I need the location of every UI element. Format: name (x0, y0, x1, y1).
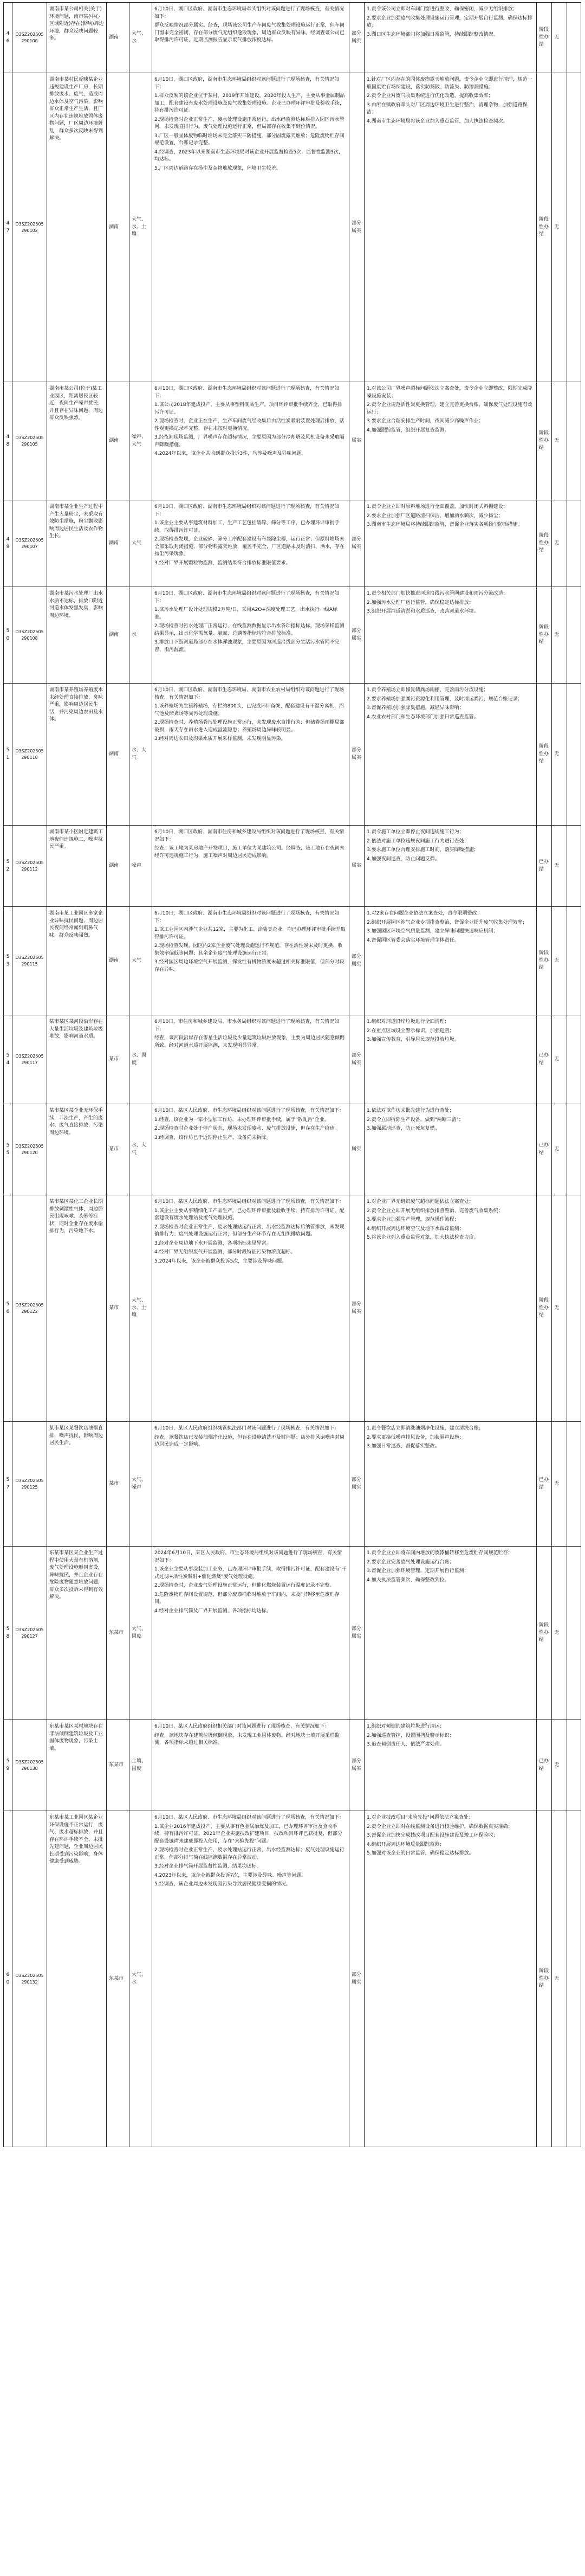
investigation-findings (152, 1104, 349, 1195)
completion-status: 已办结 (537, 1720, 552, 1811)
complaint-content: 某市某区某化工企业长期排放刺激性气体，周边居民出现咳嗽、头晕等症状，同时企业存在废水偷排行为，污染地下水。 (47, 1195, 107, 1422)
pollution-type: 水、大气 (129, 684, 152, 826)
row-number: 53 (4, 907, 12, 1015)
table-row (4, 73, 581, 382)
investigation-findings-line: 2.现场检查时企业正常生产，废水处理设施正常运行，出水经监测达标后排入园区污水管网，未发现直排行为。废气处理设施运行正常，但局部存在收集不到位情况。 (154, 117, 344, 130)
investigation-findings-line: 6月10日，湖口区政府、湖南市生态环境局组织对该问题进行了现场核查，有关情况如下： (154, 386, 340, 399)
verdict: 部分属实 (349, 500, 365, 587)
complaint-content: 湖南市某企业生产过程中产生大量粉尘，未采取有效防尘措施，粉尘飘散影响周边居民生活及农作物生长。 (47, 500, 107, 587)
pollution-type: 大气 (129, 907, 152, 1015)
remarks (567, 500, 581, 587)
investigation-findings-line: 4.经对企业排气筒及厂界开展监测，各项指标均达标。 (154, 1608, 271, 1614)
investigation-findings (152, 826, 349, 907)
completion-status: 已办结 (537, 1422, 552, 1547)
remarks (567, 1195, 581, 1422)
table-row (4, 1547, 581, 1720)
complaint-code: D3SZ202505290127 (12, 1547, 47, 1720)
report-sheet (3, 2, 581, 2147)
row-number: 58 (4, 1547, 12, 1720)
investigation-findings (152, 1720, 349, 1811)
pollution-type: 水、大气 (129, 1104, 152, 1195)
verdict: 部分属实 (349, 3, 365, 73)
investigation-findings-line: 2.现场检查时企业正常生产，废水处理站运行正常，出水经监测达标；废气处理设施运行正常，但部分排气筒在线监测数据存在异常波动。 (154, 1847, 344, 1860)
investigation-findings-line: 2.现场检查发现，园区内2家企业废气处理设施运行不规范，存在活性炭未及时更换、收集效率偏低等问题；其余企业废气处理设施运行正常。 (154, 943, 343, 956)
remarks (567, 1547, 581, 1720)
investigation-findings-line: 6月10日，湖口区政府，湖南市生态环境局组织对该问题进行了现场核查，有关情况如下： (154, 77, 340, 90)
verdict: 部分属实 (349, 1195, 365, 1422)
investigation-findings-line: 6月10日，湖口区政府、湖南市生态环境局组织对该问题进行了现场核查，有关情况如下： (154, 911, 340, 924)
remarks (567, 3, 581, 73)
pollution-type: 水 (129, 587, 152, 684)
handling-measures-line: 3.加强属地巡查，防止死灰复燃。 (367, 1126, 440, 1131)
handling-measures-line: 4.组织开展周边环境空气及地下水跟踪监测； (367, 1226, 464, 1232)
investigation-findings-line: 2.现场检查时企业处于停产状态，现场未发现废水、废气排放设施，但存在生产痕迹。 (154, 1126, 340, 1131)
handling-measures-line: 3.督促企业加强环境管理，定期开展自行监测； (367, 1568, 469, 1574)
row-number: 49 (4, 500, 12, 587)
handling-measures (365, 3, 537, 73)
pollution-type: 大气、水 (129, 3, 152, 73)
verdict: 部分属实 (349, 73, 365, 382)
pollution-type: 土壤、固废 (129, 1720, 152, 1811)
accountability: 无 (552, 1015, 567, 1104)
investigation-findings-line: 4.2023年以来，该企业被群众投诉7次，主要涉及异味、噪声等问题。 (154, 1872, 307, 1878)
investigation-findings-line: 4.经对厂界无组织废气开展监测，部分时段特征污染物浓度超标。 (154, 1250, 296, 1255)
pollution-type: 噪声、大气 (129, 382, 152, 500)
investigation-findings (152, 73, 349, 382)
investigation-findings-line: 5.经调查，该企业周边未发现因污染导致居民健康受损的情况。 (154, 1882, 291, 1887)
completion-status: 已办结 (537, 826, 552, 907)
complaint-content: 湖南市某工业园区多家企业异味扰民问题，周边居民夜间经常闻到刺鼻气味，群众反映强烈。 (47, 907, 107, 1015)
investigation-findings-line: 3.经对周边农田及沟渠水质开展采样监测，未发现明显污染。 (154, 736, 286, 742)
investigation-findings-line: 3.危险废物贮存间设置规范，但部分废漆桶临时堆放于车间内，未及时转移至危废贮存间。 (154, 1592, 340, 1605)
complaint-code: D3SZ202505290115 (12, 907, 47, 1015)
handling-measures-line: 1.对2家存在问题企业依法立案查处，责令限期整改； (367, 911, 482, 916)
handling-measures-line: 2.责令企业立即对在线监测设备进行校验维护，确保数据真实准确； (367, 1824, 513, 1830)
investigation-findings-line: 6月10日，某区人民政府组织相关部门对该问题进行了现场核查，有关情况如下： (154, 1724, 330, 1729)
investigation-findings-line: 3.经对企业周边地下水开展监测，各项指标未见异常。 (154, 1240, 271, 1246)
investigation-findings-line: 5.2024年以来，该企业被群众投诉5次，主要涉及异味问题。 (154, 1258, 287, 1264)
verdict: 属实 (349, 382, 365, 500)
handling-measures-line: 4.加大执法监管频次，确保整改到位。 (367, 1577, 450, 1583)
handling-measures-line: 2.要求更换低噪声排风设备，加装隔声设施； (367, 1434, 464, 1440)
table-row (4, 500, 581, 587)
handling-measures-line: 2.在重点区域设立警示标识，加强巡查； (367, 1028, 454, 1034)
investigation-findings-line: 1.经查，该企业为一家小型加工作坊，未办理环评审批手续，属于"散乱污"企业。 (154, 1117, 329, 1123)
complaint-code: D3SZ202505290107 (12, 500, 47, 587)
verdict: 部分属实 (349, 587, 365, 684)
handling-measures (365, 500, 537, 587)
pollution-type: 噪声 (129, 826, 152, 907)
remarks (567, 587, 581, 684)
table-row (4, 1195, 581, 1422)
handling-measures-line: 1.组织对倾倒的建筑垃圾进行清运； (367, 1724, 445, 1729)
investigation-findings-line: 6月10日，某区人民政府、市生态环境局组织对该问题进行了现场核查，有关情况如下： (154, 1815, 344, 1820)
investigation-findings-line: 3.经夜间现场监测，厂界噪声存在超标情况，主要原因为部分冷却塔及风机设备未采取隔声降噪措施。 (154, 435, 344, 448)
investigation-findings-line: 3.经对厂界开展颗粒物监测，监测结果符合排放标准限值要求。 (154, 560, 291, 566)
investigation-findings-line: 3.经对园区周边环境空气开展监测，挥发性有机物浓度未超过相关标准限值，但部分时段存在异味。 (154, 959, 344, 973)
handling-measures (365, 382, 537, 500)
verdict: 部分属实 (349, 1811, 365, 2147)
completion-status: 阶段性办结 (537, 382, 552, 500)
accountability: 无 (552, 684, 567, 826)
investigation-findings-line: 1.该工业园区内涉气企业共12家，主要为化工、涂装类企业，均已办理环评审批手续并取得排污许可证。 (154, 927, 346, 940)
handling-measures-line: 3.加强园区环境空气质量监测，建立异味问题快速响应机制； (367, 929, 498, 934)
investigation-findings-line: 2.现场检查时企业正常生产，废水处理站运行正常，出水经监测达标后纳管排放，未发现偷排行为；废气处理设施运行正常，但部分生产环节存在无组织排放问题。 (154, 1224, 344, 1237)
complaint-code: D3SZ202505290110 (12, 684, 47, 826)
handling-measures (365, 1195, 537, 1422)
verdict: 部分属实 (349, 1547, 365, 1720)
pollution-type: 大气、水、土壤 (129, 73, 152, 382)
complaint-content: 东某市某工业园区某企业环保设施不正常运行，废气、废水超标排放，并且存在环评手续不全、未批先建问题，企业周边居民长期受到污染影响，身体健康受到威胁。 (47, 1811, 107, 2147)
handling-measures-line: 3.湖口区生态环境部门将加强日常监管，持续跟踪整改情况。 (367, 31, 498, 37)
administrative-area: 某市 (107, 1195, 129, 1422)
handling-measures (365, 684, 537, 826)
accountability: 无 (552, 382, 567, 500)
investigation-findings-line: 6月10日，湖口区政府、湖南市生态环境局、湖南市农业农村局组织对该问题进行了现场核查，有关情况如下： (154, 687, 344, 700)
complaint-content: 东某市某区某村地块存在非法倾倒建筑垃圾及工业固体废物现象，污染土壤。 (47, 1720, 107, 1811)
handling-measures-line: 4.加强夜间巡查，防止问题反弹。 (367, 856, 440, 862)
handling-measures-line: 2.要求企业加强厂区道路清扫保洁，增加洒水频次，减少扬尘； (367, 513, 503, 519)
accountability: 无 (552, 1104, 567, 1195)
handling-measures (365, 1811, 537, 2147)
administrative-area: 东某市 (107, 1720, 129, 1811)
accountability: 无 (552, 1422, 567, 1547)
handling-measures-line: 1.针对厂区内存在的固体废物露天堆放问题，责令企业立即进行清理，规范一般固废贮存场所建设，落实防扬散、防流失、防渗漏措施； (367, 77, 532, 90)
row-number: 48 (4, 382, 12, 500)
investigation-findings-line: 4.经调查，2023年以来湖南市生态环境局对该企业开展监督检查5次，监督性监测3次，均达标。 (154, 149, 343, 162)
investigation-findings (152, 3, 349, 73)
accountability: 无 (552, 73, 567, 382)
completion-status: 阶段性办结 (537, 1547, 552, 1720)
administrative-area: 某市 (107, 1015, 129, 1104)
handling-measures-line: 3.湖南市生态环境局将持续跟踪监管，督促企业落实各项扬尘防治措施。 (367, 522, 523, 527)
verdict: 部分属实 (349, 1422, 365, 1547)
complaint-code: D3SZ202505290112 (12, 826, 47, 907)
remarks (567, 1104, 581, 1195)
row-number: 46 (4, 3, 12, 73)
investigation-findings-line: 6月10日，湖口区政府、湖南市生态环境局组织对该问题进行了现场核查，有关情况如下： (154, 504, 340, 517)
accountability: 无 (552, 3, 567, 73)
row-number: 59 (4, 1720, 12, 1811)
table-row (4, 1104, 581, 1195)
complaint-code: D3SZ202505290108 (12, 587, 47, 684)
investigation-findings-line: 经查，该工地为某房地产开发项目，施工单位为某建筑公司。经调查，该工地存在夜间未经许可违规施工行为，施工噪声对周边居民造成影响。 (154, 846, 345, 859)
handling-measures-line: 1.责令相关部门加快推进河道沿线污水管网建设和雨污分流改造； (367, 591, 508, 596)
investigation-findings-line: 3.厂区一般固体废物临时堆场未完全落实三防措施，部分固废露天堆放；危险废物贮存间规范设置，台账记录完整。 (154, 133, 344, 146)
remarks (567, 684, 581, 826)
remarks (567, 1422, 581, 1547)
accountability: 无 (552, 1195, 567, 1422)
pollution-type: 水、固废 (129, 1015, 152, 1104)
handling-measures-line: 1.责令企业立即对原料堆场进行全面覆盖，加快封闭式料棚建设； (367, 504, 508, 510)
handling-measures-line: 4.加强跟踪监管，组织开展复查监测。 (367, 427, 450, 433)
handling-measures-line: 1.组织对河道沿岸垃圾进行全面清理； (367, 1019, 450, 1025)
investigation-findings-line: 6月10日，湖口区政府、湖南市生态环境局组织对该问题进行了现场核查，有关情况如下： (154, 591, 340, 604)
completion-status: 已办结 (537, 1104, 552, 1195)
remarks (567, 1720, 581, 1811)
table-row (4, 1422, 581, 1547)
handling-measures-line: 2.组织开展园区涉气企业专项排查整治，督促企业提升废气收集处理效率； (367, 919, 528, 925)
handling-measures-line: 5.将该企业列入重点监管对象，加大执法检查力度。 (367, 1235, 479, 1240)
investigation-findings-line: 1.该公司2018年建成投产，主要从事塑料制品生产。项目环评审批手续齐全，已取得排污许可证。 (154, 402, 342, 415)
handling-measures-line: 1.对企业厂界无组织废气超标问题依法立案查处； (367, 1199, 474, 1205)
complaint-code: D3SZ202505290117 (12, 1015, 47, 1104)
investigation-findings-line: 2.现场检查时，养殖场粪污处理设施正常运行，未发现废水直排行为；但储粪场雨棚局部破损，雨天存在雨水进入造成溢流隐患；养殖场周边异味较明显。 (154, 720, 344, 733)
handling-measures-line: 1.对企业技改项目"未验先投"问题依法立案查处； (367, 1815, 473, 1820)
verdict: 部分属实 (349, 684, 365, 826)
handling-measures (365, 73, 537, 382)
complaint-content: 东某市某区某企业生产过程中使用大量有机溶剂，废气处理设施形同虚设，异味扰民，并且企业存在危险废物随意堆放问题，群众多次投诉未得到有效解决。 (47, 1547, 107, 1720)
handling-measures-line: 3.要求企业合理安排生产时间，夜间减少高噪声作业； (367, 418, 484, 424)
accountability: 无 (552, 1720, 567, 1811)
verdict: 属实 (349, 826, 365, 907)
table-row (4, 826, 581, 907)
row-number: 60 (4, 1811, 12, 2147)
verdict: 属实 (349, 1104, 365, 1195)
investigation-findings-line: 6月10日，湖口区政府、湖南市生态环境局牵头组织对该问题进行了现场核查，有关情况如下： (154, 7, 344, 20)
administrative-area: 东某市 (107, 1547, 129, 1720)
handling-measures-line: 1.责令施工单位立即停止夜间违规施工行为； (367, 829, 464, 835)
handling-measures-line: 3.督促养殖场加强除臭措施，减轻异味影响； (367, 705, 464, 711)
handling-measures (365, 1104, 537, 1195)
investigation-findings (152, 1547, 349, 1720)
investigation-findings (152, 1195, 349, 1422)
investigation-findings-line: 6月10日，某区人民政府、市生态环境局组织对该问题进行了现场核查，有关情况如下： (154, 1108, 344, 1113)
investigation-findings (152, 907, 349, 1015)
administrative-area: 湖南 (107, 3, 129, 73)
verdict: 部分属实 (349, 907, 365, 1015)
investigation-findings (152, 684, 349, 826)
complaint-content: 湖南市某村民反映某企业违规建设生产厂房，长期排放废水、废气，造成周边水体及空气污染，影响群众正常生产生活，且厂区内存在违规堆放固体废物问题，厂区周边环境脏乱，群众多次反映未得到解决。 (47, 73, 107, 382)
investigation-findings-line: 3.排放口下游河道局部存在水体浑浊现象，主要原因为河道沿线部分生活污水管网不完善、雨污混流。 (154, 640, 340, 653)
accountability: 无 (552, 1547, 567, 1720)
investigation-findings-line: 2.现场检查时污水处理厂正常运行，在线监测数据显示出水各项指标达标。现场采样监测结果显示，出水化学需氧量、氨氮、总磷等指标均符合排放标准。 (154, 623, 344, 636)
investigation-findings-line: 6月10日，市住房和城乡建设局、市水务局组织对该问题进行了现场核查，有关情况如下： (154, 1019, 340, 1032)
handling-measures-line: 2.责令企业规范活性炭更换管理，建立完善更换台账，确保废气处理设施有效运行； (367, 402, 532, 415)
investigation-findings-line: 群众反映情况部分属实。经查，现场该公司生产车间废气收集处理设施运行正常，但车间门窗未完全密闭，存在部分废气无组织逸散现象，周边群众反映有异味。经调查该公司已取得排污许可证，近期监测报告显示废气排放浓度达标。 (154, 23, 345, 43)
handling-measures-line: 3.要求企业加强生产管理，规范操作流程； (367, 1217, 459, 1222)
investigation-findings-line: 3.经对企业排气筒开展监督性监测，结果均达标。 (154, 1864, 262, 1869)
table-row (4, 3, 581, 73)
pollution-type: 大气 (129, 500, 152, 587)
verdict: 部分属实 (349, 1720, 365, 1811)
table-row (4, 684, 581, 826)
handling-measures-line: 3.加强宣传教育，引导居民规范投放垃圾。 (367, 1037, 459, 1042)
administrative-area: 湖南 (107, 382, 129, 500)
investigation-findings (152, 382, 349, 500)
handling-measures (365, 826, 537, 907)
investigation-findings-line: 1.该企业主要从事涂装加工业务，已办理环评审批手续，取得排污许可证，配套建设有"干式过滤+活性炭吸附+催化燃烧"废气处理设施。 (154, 1567, 347, 1580)
investigation-findings-line: 1.该企业2016年建成投产，主要从事有色金属冶炼及加工，已办理环评审批及验收手续，持有排污许可证。2021年企业实施技改扩建项目，技改项目环评已获批复，但部分配套设施尚未建成即投入使用，存在"未验先投"问题。 (154, 1824, 342, 1844)
investigation-findings-line: 3.经调查，该作坊已于近期停止生产，设备尚未拆除。 (154, 1135, 271, 1141)
investigation-findings (152, 1811, 349, 2147)
complaint-content: 湖南市某公司相关(关于)环境问题，南市某(中心区域附近)存在(影响)周边环境，群众反映问题较多。 (47, 3, 107, 73)
remarks (567, 826, 581, 907)
accountability: 无 (552, 500, 567, 587)
complaint-code: D3SZ202505290102 (12, 73, 47, 382)
administrative-area: 某市 (107, 1422, 129, 1547)
complaint-content: 湖南市某公司(位于)某工业园区，距离居民区较近，夜间生产噪声扰民，并且存在异味问题，周边群众反映强烈。 (47, 382, 107, 500)
handling-measures-line: 2.加强污水处理厂运行监管，确保稳定达标排放； (367, 600, 474, 606)
remarks (567, 1811, 581, 2147)
row-number: 52 (4, 826, 12, 907)
handling-measures-line: 4.农业农村部门和生态环境部门加强日常巡查监管。 (367, 714, 479, 720)
investigation-findings-line: 2.现场检查发现，企业破碎、筛分工序配套建设有布袋除尘器，运行正常；但原料堆场未全部采取封闭措施，部分物料露天堆放，覆盖不完全，厂区道路未及时清扫、洒水，存在扬尘污染现象。 (154, 537, 345, 557)
handling-measures-line: 4.督促园区管委会落实环境管理主体责任。 (367, 937, 459, 943)
complaint-content: 某市某区某河段沿岸存在大量生活垃圾及建筑垃圾堆放，影响河道水质。 (47, 1015, 107, 1104)
row-number: 50 (4, 587, 12, 684)
investigation-findings-line: 经查，该河段沿岸存在零星生活垃圾及少量建筑垃圾堆放现象，主要为周边居民随意倾倒所致。经对河道水质开展监测，未发现明显异常。 (154, 1035, 345, 1048)
investigation-findings (152, 500, 349, 587)
investigation-findings (152, 587, 349, 684)
investigation-findings (152, 1015, 349, 1104)
completion-status: 阶段性办结 (537, 1811, 552, 2147)
accountability: 无 (552, 587, 567, 684)
handling-measures-line: 4.组织开展周边环境质量跟踪监测； (367, 1841, 445, 1847)
completion-status: 阶段性办结 (537, 3, 552, 73)
table-row (4, 907, 581, 1015)
investigation-findings-line: 2024年6月10日，某区人民政府、市生态环境局组织对该问题进行了现场核查，有关情况如下： (154, 1550, 342, 1563)
handling-measures-line: 2.责令企业对废气收集系统进行优化改造，提高收集效率； (367, 93, 493, 99)
handling-measures-line: 3.追查倾倒责任人，依法严肃处理。 (367, 1742, 445, 1747)
administrative-area: 湖南 (107, 826, 129, 907)
completion-status: 阶段性办结 (537, 500, 552, 587)
handling-measures-line: 1.责令养殖场立即修复储粪场雨棚，完善雨污分流设施； (367, 687, 489, 693)
investigation-findings-line: 1.该企业主要从事精细化工产品生产，已办理环评审批及验收手续，持有排污许可证，配套建设有废水处理站及废气处理设施。 (154, 1208, 344, 1221)
administrative-area: 湖南 (107, 907, 129, 1015)
handling-measures (365, 1547, 537, 1720)
row-number: 56 (4, 1195, 12, 1422)
investigation-findings-line: 2.现场检查时，企业正在生产，生产车间废气经收集后由活性炭吸附装置处理后排放，活性炭更换记录不完整，存在未按时更换情况。 (154, 418, 344, 432)
handling-measures-line: 2.要求企业完善废气处理设施运行台账； (367, 1559, 454, 1565)
complaint-table (3, 2, 581, 2147)
handling-measures (365, 1015, 537, 1104)
handling-measures-line: 4.湖南市生态环境局将该企业纳入重点监管，加大执法检查频次。 (367, 118, 508, 124)
complaint-content: 湖南市某小区附近建筑工地夜间违规施工，噪声扰民严重。 (47, 826, 107, 907)
handling-measures-line: 2.要求企业加强废气收集处理设施运行管理，定期开展自行监测，确保达标排放； (367, 15, 532, 28)
completion-status: 阶段性办结 (537, 73, 552, 382)
administrative-area: 某市 (107, 1104, 129, 1195)
remarks (567, 907, 581, 1015)
investigation-findings (152, 1422, 349, 1547)
administrative-area: 湖南 (107, 500, 129, 587)
completion-status: 阶段性办结 (537, 684, 552, 826)
completion-status: 阶段性办结 (537, 1195, 552, 1422)
handling-measures-line: 1.依法对该作坊未批先建行为进行查处； (367, 1108, 454, 1113)
verdict: 部分属实 (349, 1015, 365, 1104)
handling-measures-line: 3.加强日常巡查，督促落实整改。 (367, 1444, 440, 1449)
handling-measures-line: 2.责令立即拆除生产设备，做到"两断三清"； (367, 1117, 464, 1123)
complaint-code: D3SZ202505290120 (12, 1104, 47, 1195)
remarks (567, 1015, 581, 1104)
row-number: 54 (4, 1015, 12, 1104)
complaint-content: 某市某区某企业无环保手续，非法生产，产生的废水、废气直接排放，污染周边环境。 (47, 1104, 107, 1195)
accountability: 无 (552, 907, 567, 1015)
handling-measures-line: 2.责令企业立即开展无组织排放排查整治，完善废气收集系统； (367, 1208, 503, 1214)
handling-measures-line: 1.责令餐饮店立即清洗油烟净化设施，建立清洗台账； (367, 1426, 484, 1431)
investigation-findings-line: 经查，该餐饮店已安装油烟净化设施，但存在设施清洗不及时问题；店外排风扇噪声对周边居民造成一定影响。 (154, 1434, 345, 1447)
investigation-findings-line: 1.群众反映的该企业位于某村，2019年开始建设，2020年投入生产，主要从事金属制品加工，配套建设有废水处理设施及废气收集处理设施。企业已办理环评审批及验收手续，持有排污许可证。 (154, 93, 345, 113)
complaint-code: D3SZ202505290132 (12, 1811, 47, 2147)
table-body (4, 3, 581, 2147)
administrative-area: 湖南 (107, 684, 129, 826)
table-row (4, 1720, 581, 1811)
pollution-type: 大气、噪声 (129, 1422, 152, 1547)
row-number: 57 (4, 1422, 12, 1547)
completion-status: 已办结 (537, 1015, 552, 1104)
handling-measures-line: 3.由所在镇政府牵头对厂区周边环境卫生进行整治，清理杂物，加强道路保洁； (367, 102, 528, 115)
complaint-content: 湖南市某污水处理厂出水水质不达标，排放口附近河道水体发黑发臭，影响周边环境。 (47, 587, 107, 684)
remarks (567, 382, 581, 500)
remarks (567, 73, 581, 382)
administrative-area: 湖南 (107, 587, 129, 684)
complaint-content: 某市某区某餐饮店油烟直排，噪声扰民，影响周边居民生活。 (47, 1422, 107, 1547)
handling-measures (365, 587, 537, 684)
row-number: 47 (4, 73, 12, 382)
table-row (4, 382, 581, 500)
investigation-findings-line: 4.2024年以来，该企业共收到群众投诉3件，均涉及噪声及异味问题。 (154, 451, 307, 456)
table-row (4, 1811, 581, 2147)
complaint-code: D3SZ202505290122 (12, 1195, 47, 1422)
handling-measures (365, 907, 537, 1015)
accountability: 无 (552, 826, 567, 907)
complaint-code: D3SZ202505290130 (12, 1720, 47, 1811)
complaint-code: D3SZ202505290105 (12, 382, 47, 500)
handling-measures-line: 3.督促企业加快完成技改项目配套设施建设及竣工环保验收； (367, 1833, 498, 1838)
completion-status: 阶段性办结 (537, 587, 552, 684)
investigation-findings-line: 5.厂区周边道路存在扬尘及杂物堆放现象，环境卫生较差。 (154, 165, 281, 171)
investigation-findings-line: 6月10日，某区人民政府、市生态环境局组织对该问题进行了现场核查，有关情况如下： (154, 1199, 344, 1205)
table-row (4, 587, 581, 684)
investigation-findings-line: 6月10日，湖口区政府、湖南市住房和城乡建设局组织对该问题进行了现场核查，有关情况如下： (154, 829, 344, 842)
complaint-code: D3SZ202505290125 (12, 1422, 47, 1547)
handling-measures-line: 1.责令企业立即将车间内堆放的废漆桶转移至危废贮存间规范贮存； (367, 1550, 513, 1556)
handling-measures (365, 1720, 537, 1811)
row-number: 55 (4, 1104, 12, 1195)
handling-measures-line: 5.加强对该企业的日常监管，确保稳定达标排放。 (367, 1851, 474, 1856)
handling-measures-line: 3.组织开展河道清淤和水质巡查，改善河道水环境。 (367, 609, 479, 614)
pollution-type: 大气、水、土壤 (129, 1195, 152, 1422)
investigation-findings-line: 1.该企业主要从事建筑材料加工，生产工艺包括破碎、筛分等工序，已办理环评审批手续，取得排污许可证。 (154, 520, 340, 533)
handling-measures-line: 2.依法对施工单位违规夜间施工行为进行查处； (367, 838, 469, 844)
handling-measures-line: 2.要求养殖场加强粪污资源化利用管理，及时清运粪污，规范台账记录； (367, 696, 523, 702)
pollution-type: 大气、固废 (129, 1547, 152, 1720)
pollution-type: 大气、水 (129, 1811, 152, 2147)
handling-measures-line: 3.要求施工单位合理安排施工时间，落实降噪措施； (367, 847, 479, 853)
investigation-findings-line: 6月10日，某区人民政府组织城管执法部门对该问题进行了现场核查，有关情况如下： (154, 1426, 340, 1431)
table-row (4, 1015, 581, 1104)
handling-measures (365, 1422, 537, 1547)
completion-status: 阶段性办结 (537, 907, 552, 1015)
handling-measures-line: 1.对该公司厂界噪声超标问题依法立案查处，责令企业立即整改，限期完成降噪设施安装； (367, 386, 532, 399)
investigation-findings-line: 经查，该地块存在建筑垃圾倾倒现象，未发现工业固体废物。经对地块土壤开展采样监测，各项指标未超过相关标准。 (154, 1733, 340, 1746)
administrative-area: 湖南 (107, 73, 129, 382)
investigation-findings-line: 1.该养殖场为生猪养殖场，存栏约800头，已完成环评备案，配套建设有干湿分离机、沼气池及储粪场等粪污处理设施。 (154, 704, 344, 717)
handling-measures-line: 2.加强巡查管控，设置围挡及警示标识； (367, 1733, 454, 1738)
investigation-findings-line: 1.该污水处理厂设计处理规模2万吨/日，采用A2O+深度处理工艺，出水执行一级A标准。 (154, 607, 338, 620)
complaint-code: D3SZ202505290100 (12, 3, 47, 73)
accountability: 无 (552, 1811, 567, 2147)
investigation-findings-line: 2.现场检查时，企业废气处理设施正常运行，但催化燃烧装置运行温度记录不完整。 (154, 1583, 335, 1588)
handling-measures-line: 1.责令该公司立即对车间门窗进行整改，确保密闭，减少无组织排放； (367, 7, 518, 12)
administrative-area: 东某市 (107, 1811, 129, 2147)
row-number: 51 (4, 684, 12, 826)
complaint-content: 湖南市某养殖场养殖废水未经处理直接排放，臭味严重，影响周边居民生活，并污染周边农田及水体。 (47, 684, 107, 826)
